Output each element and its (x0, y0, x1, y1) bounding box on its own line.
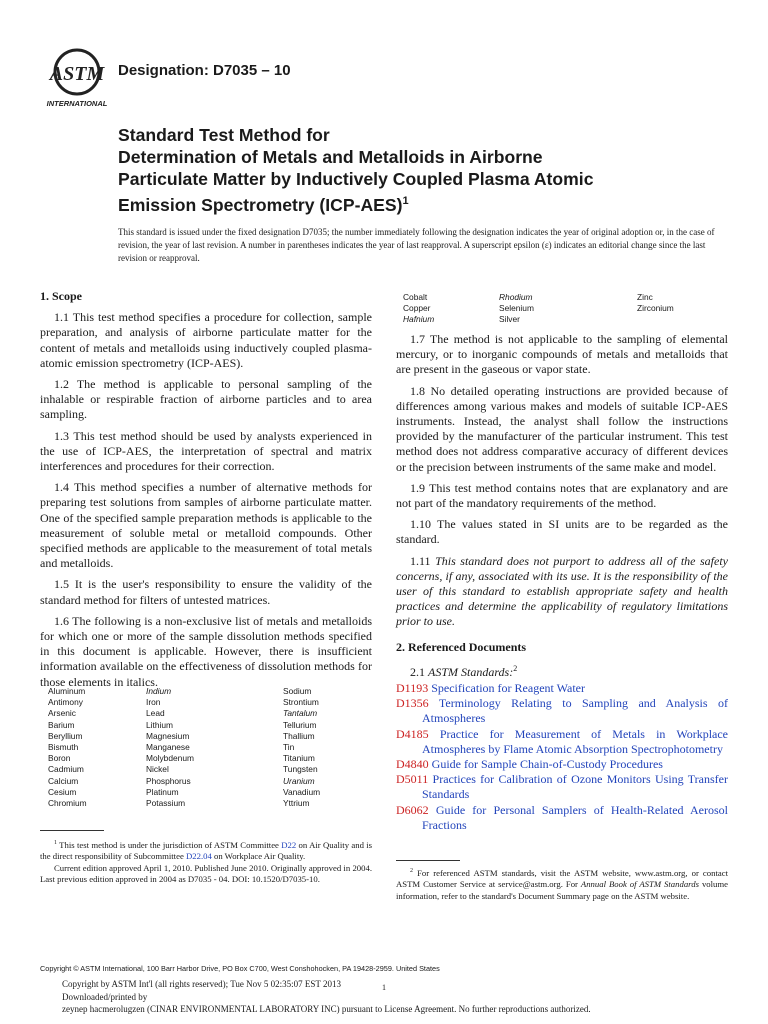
element-list-right (403, 292, 723, 326)
element-column-1 (48, 686, 146, 809)
copyright-line: Copyright © ASTM International, 100 Barr Harbor Drive, PO Box C700, West Conshohocken, PA 19428-2959. United States (40, 964, 440, 973)
element-name: Barium (48, 719, 75, 730)
element-name: Nickel (146, 764, 169, 775)
reference-title: Practices for Calibration of Ozone Monitors Using Transfer Standards (422, 772, 728, 802)
element-name: Aluminum (48, 686, 86, 696)
element-name: Manganese (146, 742, 190, 753)
reference-title: Guide for Sample Chain-of-Custody Procedures (431, 757, 663, 772)
element-name: Tungsten (283, 764, 318, 775)
reference-item[interactable] (396, 772, 728, 802)
footnote-1-edition: Current edition approved April 1, 2010. Published June 2010. Originally approved in 2004. Last previous edition approved in 2004 as D7035 - 04. DOI: 10.1520/D7035-10. (40, 862, 372, 885)
reference-item[interactable] (396, 681, 728, 696)
reference-code: D6062 (396, 802, 429, 817)
reference-title: Terminology Relating to Sampling and Analysis of Atmospheres (422, 696, 728, 726)
element-name: Lithium (146, 719, 173, 730)
element-name: Rhodium (499, 292, 533, 302)
element-name: Yttrium (283, 798, 310, 809)
paragraph-1-11 (396, 554, 728, 630)
subcommittee-link[interactable]: D22.04 (185, 851, 212, 862)
element-name: Titanium (283, 753, 315, 764)
element-list-left (48, 686, 368, 809)
element-name: Selenium (499, 303, 534, 314)
element-name: Copper (403, 303, 431, 314)
element-name: Uranium (283, 775, 315, 786)
element-name: Indium (146, 686, 172, 696)
committee-link[interactable]: D22 (281, 839, 297, 850)
reference-list (396, 681, 728, 833)
element-name: Iron (146, 697, 161, 708)
reference-code: D5011 (396, 772, 429, 787)
element-name: Thallium (283, 730, 315, 741)
element-name: Cadmium (48, 764, 84, 775)
designation: Designation: D7035 – 10 (118, 62, 291, 79)
element-name: Sodium (283, 686, 312, 696)
right-column (396, 332, 728, 833)
title-line-4: Emission Spectrometry $(ICP-AES)^1$ (118, 194, 409, 215)
element-name: Hafnium (403, 314, 435, 325)
title-line-3: Particulate Matter by Inductively Coupled Plasma Atomic (118, 169, 594, 189)
astm-standards-subheading: 2.1 ASTM Standards:$^2$ (410, 663, 518, 679)
element-column-2 (146, 686, 283, 809)
element-name: Phosphorus (146, 775, 191, 786)
footnote-1-jurisdiction: $^1$ This test method is under the jurisdiction of ASTM Committee D22 on Air Quality and is the direct responsibility of Subcommittee D22.04 on Workplace Air Quality. (40, 839, 373, 862)
section-heading-referenced-documents: 2. Referenced Documents (396, 639, 527, 654)
element-name: Cobalt (403, 292, 428, 302)
element-name: Lead (146, 708, 165, 719)
page-number: 1 (382, 983, 386, 992)
paragraph-1-9: 1.9 This test method contains notes that are explanatory and are not part of the mandatory requirements of the method. (396, 480, 728, 511)
element-name: Tin (283, 742, 295, 753)
paragraph-1-2: 1.2 The method is applicable to personal sampling of the inhalable or respirable fraction of airborne particles and to area sampling. (40, 377, 372, 422)
astm-logo-mark (40, 48, 114, 108)
title-line-2: Determination of Metals and Metalloids in Airborne (118, 147, 543, 167)
element-column-1 (403, 292, 499, 326)
logo-mark-text: ASTM (49, 63, 105, 85)
reference-item[interactable] (396, 727, 728, 757)
footnote-2 (396, 866, 728, 902)
paragraph-1-3: 1.3 This test method should be used by analysts experienced in the use of ICP-AES, the interpretation of spectral and matrix interferences and procedures for their correction. (40, 428, 372, 474)
astm-logo (40, 48, 114, 108)
element-name: Platinum (146, 786, 179, 797)
element-name: Beryllium (48, 730, 83, 741)
safety-statement: This standard does not purport to address all of the safety concerns, if any, associated with its use. It is the responsibility of the user of this standard to establish appropriate safety and health practices and determine the applicability of regulatory limitations prior to use. (396, 553, 728, 629)
left-column (40, 289, 372, 696)
reference-code: D4185 (396, 726, 429, 741)
section-heading-scope: 1. Scope (40, 289, 82, 303)
paragraph-1-6: 1.6 The following is a non-exclusive list of metals and metalloids for which one or more of the sample dissolution methods specified in this document is applicable. However, there is insufficient information available on the effectiveness of dissolution methods for those elements in italics. (40, 613, 372, 689)
element-name: Calcium (48, 775, 79, 786)
title-line-1: Standard Test Method for (118, 125, 330, 145)
license-line-3: zeynep hacmerolugzen (CINAR ENVIRONMENTAL LABORATORY INC) pursuant to License Agreement. No further reproductions authorized. (62, 1004, 591, 1015)
element-name: Antimony (48, 697, 83, 708)
element-name: Zinc (637, 292, 653, 302)
element-name: Silver (499, 314, 520, 325)
element-name: Bismuth (48, 742, 79, 753)
title-footnote-mark: 1 (402, 195, 409, 207)
paragraph-1-10: 1.10 The values stated in SI units are to be regarded as the standard. (396, 517, 728, 547)
paragraph-1-1: 1.1 This test method specifies a procedure for collection, sample preparation, and analysis of airborne particulate matter for the content of metals and metalloids using inductively coupled plasma-atomic emission spectrometry (ICP-AES). (40, 310, 372, 370)
paragraph-1-5: 1.5 It is the user's responsibility to ensure the validity of the standard method for filters of untested matrices. (40, 577, 372, 607)
element-name: Zirconium (637, 303, 674, 314)
element-name: Tantalum (283, 708, 318, 719)
reference-item[interactable] (396, 803, 728, 833)
document-title (118, 124, 718, 216)
paragraph-1-8: 1.8 No detailed operating instructions are provided because of differences among various makes and models of suitable ICP-AES instruments. Instead, the analyst shall follow the instructions provided by the manufacturer of the particular instrument. This test method does not address comparative accuracy of different devices or the precision between instruments of the same make and model. (396, 383, 728, 474)
element-name: Cesium (48, 786, 77, 797)
footnote-2-text: $^2$ For referenced ASTM standards, visit the ASTM website, www.astm.org, or contact ASTM Customer Service at service@astm.org. For Annual Book of ASTM Standards volume information, refer to the standard's Document Summary page on the ASTM website. (396, 867, 728, 901)
reference-title: Guide for Personal Samplers of Health-Related Aerosol Fractions (422, 802, 729, 832)
reference-item[interactable] (396, 696, 728, 726)
license-line-2: Downloaded/printed by (62, 991, 148, 1002)
element-name: Vanadium (283, 786, 321, 797)
logo-text: INTERNATIONAL (46, 99, 108, 108)
license-line-1: Copyright by ASTM Int'l (all rights reserved); Tue Nov 5 02:35:07 EST 2013 (62, 979, 341, 989)
element-name: Chromium (48, 798, 87, 809)
element-name: Molybdenum (146, 753, 194, 764)
element-name: Tellurium (283, 719, 317, 730)
footnote-divider-right (396, 860, 460, 861)
reference-code: D1356 (396, 696, 429, 711)
reference-title: Practice for Measurement of Metals in Workplace Atmospheres by Flame Atomic Absorption Spectrophotometry (422, 726, 729, 756)
element-name: Magnesium (146, 730, 190, 741)
issuance-note: This standard is issued under the fixed designation D7035; the number immediately following the designation indicates the year of original adoption or, in the case of revision, the year of last revision. A number in parentheses indicates the year of last reapproval. A superscript epsilon (ε) indicates an editorial change since the last revision or reapproval. (118, 227, 715, 263)
paragraph-number: 1.11 (410, 553, 431, 568)
reference-code: D4840 (396, 757, 429, 772)
element-name: Arsenic (48, 708, 76, 719)
reference-item[interactable] (396, 757, 728, 772)
element-name: Boron (48, 753, 71, 764)
element-column-2 (499, 292, 637, 326)
paragraph-1-7: 1.7 The method is not applicable to the sampling of elemental mercury, or to inorganic compounds of metals and metalloids that are present in the gaseous or vapor state. (396, 332, 728, 377)
reference-code: D1193 (396, 681, 429, 696)
footnote-divider-left (40, 830, 104, 831)
reference-title: Specification for Reagent Water (431, 681, 585, 696)
element-column-3 (637, 292, 674, 326)
element-column-3 (283, 686, 320, 809)
element-name: Potassium (146, 798, 186, 809)
license-notice (62, 978, 752, 1016)
paragraph-1-4: 1.4 This method specifies a number of alternative methods for preparing test solutions from samples of airborne particulate matter. One of the specified sample preparation methods is applicable to the measurement of soluble metal or metalloid compounds. Other specified methods are applicable to the measurement of total metals and metalloids. (40, 480, 372, 571)
element-name: Strontium (283, 697, 319, 708)
footnote-1 (40, 838, 372, 886)
